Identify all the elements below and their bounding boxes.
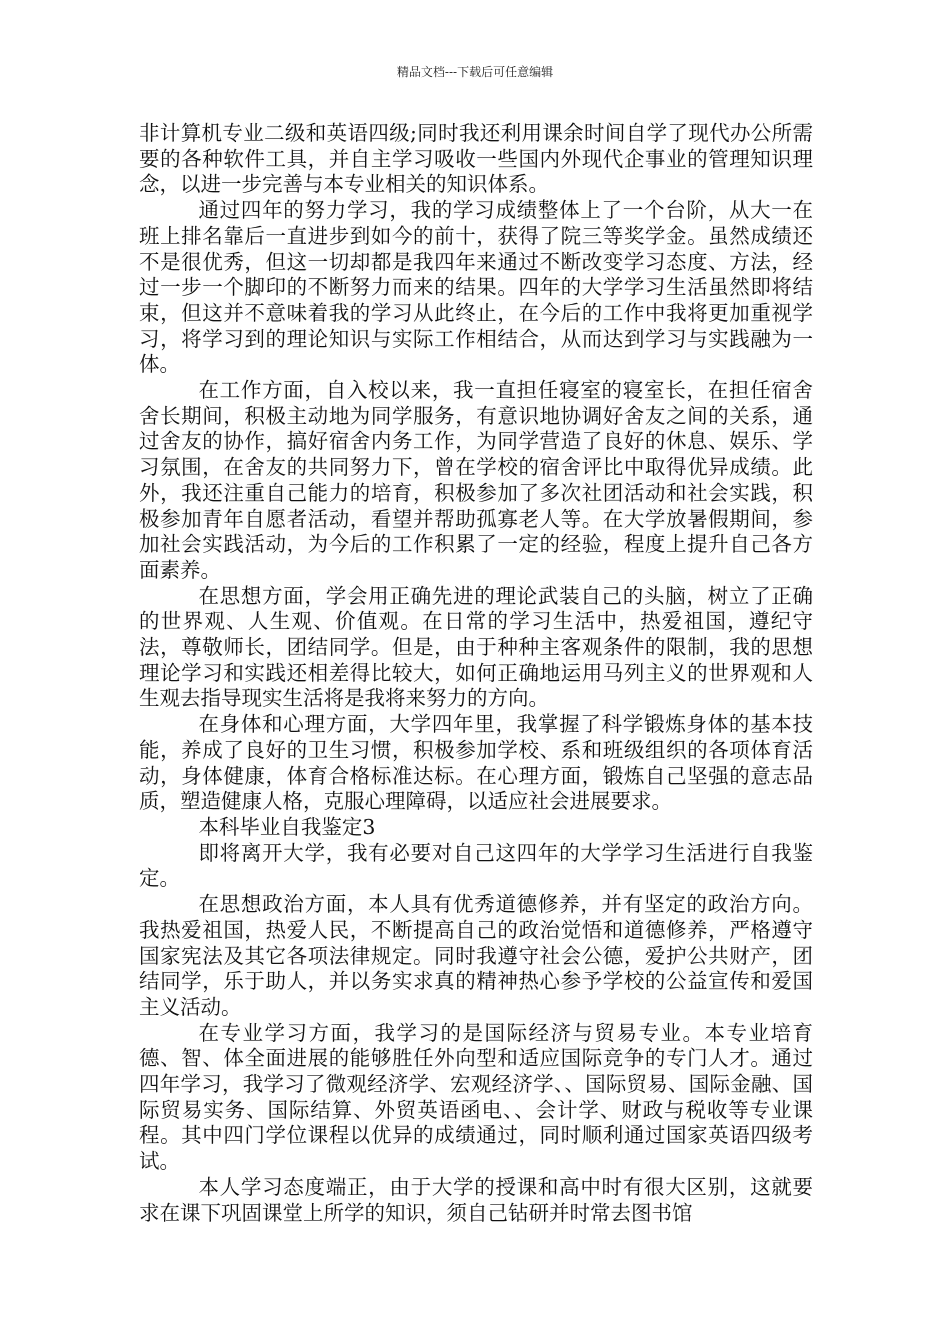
paragraph-work: 在工作方面，自入校以来，我一直担任寝室的寝室长，在担任宿舍舍长期间，积极主动地为同学服务，有意识地协调好舍友之间的关系，通过舍友的协作，搞好宿舍内务工作，为同学营造了良好的休息、娱乐、学习氛围，在舍友的共同努力下，曾在学校的宿舍评比中取得优异成绩。此外，我还注重自己能力的培育，积极参加了多次社团活动和社会实践，积极参加青年自愿者活动，看望并帮助孤寡老人等。在大学放暑假期间，参加社会实践活动，为今后的工作积累了一定的经验，程度上提升自己各方面素养。 [139,378,813,582]
paragraph-continuation: 非计算机专业二级和英语四级;同时我还利用课余时间自学了现代办公所需要的各种软件工具，并自主学习吸收一些国内外现代企事业的管理知识理念，以进一步完善与本专业相关的知识体系。 [139,121,813,197]
paragraph-intro: 即将离开大学，我有必要对自己这四年的大学学习生活进行自我鉴定。 [139,840,813,891]
paragraph-study-results: 通过四年的努力学习，我的学习成绩整体上了一个台阶，从大一在班上排名靠后一直进步到如今的前十，获得了院三等奖学金。虽然成绩还不是很优秀，但这一切却都是我四年来通过不断改变学习态度、方法，经过一步一个脚印的不断努力而来的结果。四年的大学学习生活虽然即将结束，但这并不意味着我的学习从此终止，在今后的工作中我将更加重视学习，将学习到的理论知识与实际工作相结合，从而达到学习与实践融为一体。 [139,198,813,377]
document-body [139,121,813,1226]
page-header: 精品文档---下载后可任意编辑 [396,65,554,79]
paragraph-thought: 在思想方面，学会用正确先进的理论武装自己的头脑，树立了正确的世界观、人生观、价值观。在日常的学习生活中，热爱祖国，遵纪守法，尊敬师长，团结同学。但是，由于种种主客观条件的限制，我的思想理论学习和实践还相差得比较大，如何正确地运用马列主义的世界观和人生观去指导现实生活将是我将来努力的方向。 [139,583,813,711]
paragraph-body-mind: 在身体和心理方面，大学四年里，我掌握了科学锻炼身体的基本技能，养成了良好的卫生习惯，积极参加学校、系和班级组织的各项体育活动，身体健康，体育合格标准达标。在心理方面，锻炼自己坚强的意志品质，塑造健康人格，克服心理障碍，以适应社会进展要求。 [139,712,813,814]
paragraph-major-study: 在专业学习方面，我学习的是国际经济与贸易专业。本专业培育德、智、体全面进展的能够胜任外向型和适应国际竞争的专门人才。通过四年学习，我学习了微观经济学、宏观经济学、、国际贸易、国际金融、国际贸易实务、国际结算、外贸英语函电、、会计学、财政与税收等专业课程。其中四门学位课程以优异的成绩通过，同时顺利通过国家英语四级考试。 [139,1020,813,1174]
paragraph-attitude: 本人学习态度端正，由于大学的授课和高中时有很大区别，这就要求在课下巩固课堂上所学的知识，须自己钻研并时常去图书馆 [139,1174,813,1225]
paragraph-politics: 在思想政治方面，本人具有优秀道德修养，并有坚定的政治方向。我热爱祖国，热爱人民，不断提高自己的政治觉悟和道德修养，严格遵守国家宪法及其它各项法律规定。同时我遵守社会公德，爱护公共财产，团结同学，乐于助人，并以务实求真的精神热心参予学校的公益宣传和爱国主义活动。 [139,892,813,1019]
section-title: 本科毕业自我鉴定3 [198,814,376,839]
